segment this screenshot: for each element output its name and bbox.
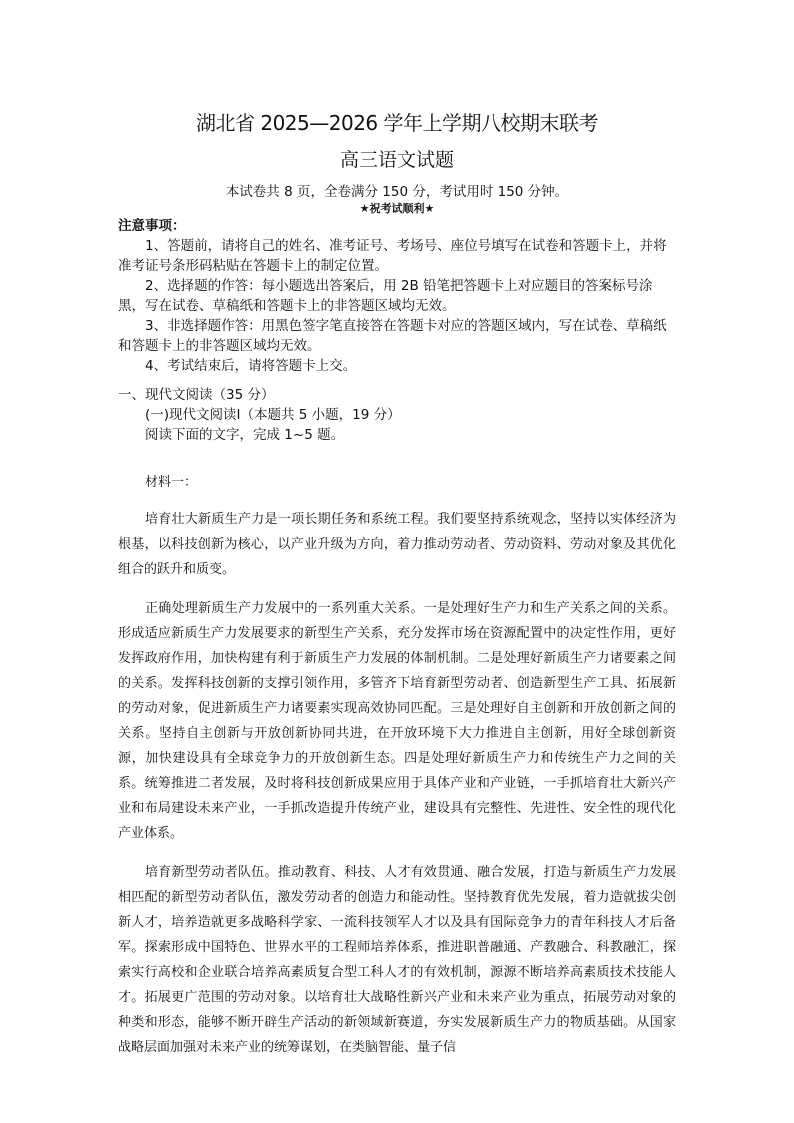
reading-instruction: 阅读下面的文字，完成 1~5 题。 (145, 427, 345, 443)
notes-item-1: 1、答题前，请将自己的姓名、准考证号、考场号、座位号填写在试卷和答题卡上，并将准考证号条形码粘贴在答题卡上的制定位置。 (118, 238, 667, 274)
notes-item-2: 2、选择题的作答：每小题选出答案后，用 2B 铅笔把答题卡上对应题目的答案标号涂黑，写在试卷、草稿纸和答题卡上的非答题区域均无效。 (118, 278, 653, 314)
good-luck-line: ★祝考试顺利★ (359, 202, 435, 215)
notes-block (118, 216, 676, 376)
notes-item-3: 3、非选择题作答：用黑色签字笔直接答在答题卡对应的答题区域内，写在试卷、草稿纸和答题卡上的非答题区域均无效。 (118, 318, 667, 354)
section-heading: 一、现代文阅读（35 分） (118, 387, 275, 403)
reading-section (118, 385, 676, 445)
exam-subtitle: 高三语文试题 (339, 149, 454, 171)
material-paragraph-3: 培育新型劳动者队伍。推动教育、科技、人才有效贯通、融合发展，打造与新质生产力发展相匹配的新型劳动者队伍，激发劳动者的创造力和能动性。坚持教育优先发展，着力造就拔尖创新人才，培养造就更多战略科学家、一流科技领军人才以及具有国际竞争力的青年科技人才后备军。探索形成中国特色、世界水平的工程师培养体系，推进职普融通、产教融合、科教融汇，探索实行高校和企业联合培养高素质复合型工科人才的有效机制，源源不断培养高素质技术技能人才。拓展更广范围的劳动对象。以培育壮大战略性新兴产业和未来产业为重点，拓展劳动对象的种类和形态，能够不断开辟生产活动的新领域新赛道，夯实发展新质生产力的物质基础。从国家战略层面加强对未来产业的统筹谋划，在类脑智能、量子信 (118, 865, 676, 1055)
material-label: 材料一： (145, 475, 198, 490)
subsection-heading: (一)现代文阅读Ⅰ（本题共 5 小题，19 分） (145, 407, 401, 423)
exam-title: 湖北省 2025—2026 学年上学期八校期末联考 (195, 111, 598, 135)
notes-heading: 注意事项： (118, 218, 186, 234)
exam-info: 本试卷共 8 页，全卷满分 150 分，考试用时 150 分钟。 (225, 184, 569, 200)
notes-item-4: 4、考试结束后，请将答题卡上交。 (145, 358, 357, 374)
material-block (118, 470, 676, 1074)
material-paragraph-2: 正确处理新质生产力发展中的一系列重大关系。一是处理好生产力和生产关系之间的关系。形成适应新质生产力发展要求的新型生产关系，充分发挥市场在资源配置中的决定性作用，更好发挥政府作用，加快构建有利于新质生产力发展的体制机制。二是处理好新质生产力诸要素之间的关系。发挥科技创新的支撑引领作用，多管齐下培育新型劳动者、创造新型生产工具、拓展新的劳动对象，促进新质生产力诸要素实现高效协同匹配。三是处理好自主创新和开放创新之间的关系。坚持自主创新与开放创新协同共进，在开放环境下大力推进自主创新，用好全球创新资源，加快建设具有全球竞争力的开放创新生态。四是处理好新质生产力和传统生产力之间的关系。统筹推进二者发展，及时将科技创新成果应用于具体产业和产业链，一手抓培育壮大新兴产业和布局建设未来产业，一手抓改造提升传统产业，建设具有完整性、先进性、安全性的现代化产业体系。 (118, 601, 676, 841)
material-paragraph-1: 培育壮大新质生产力是一项长期任务和系统工程。我们要坚持系统观念，坚持以实体经济为根基，以科技创新为核心，以产业升级为方向，着力推动劳动者、劳动资料、劳动对象及其优化组合的跃升和质变。 (118, 512, 676, 577)
